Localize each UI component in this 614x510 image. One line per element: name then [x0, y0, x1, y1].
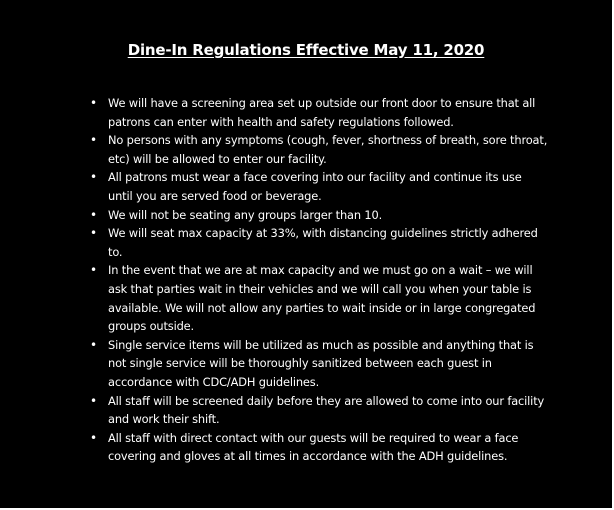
list-item: [90, 429, 548, 466]
list-item: [90, 336, 548, 392]
list-item: [90, 392, 548, 429]
rule-text: All staff will be screened daily before they are allowed to come into our facility and work their shift.: [108, 393, 545, 427]
rule-text: All staff with direct contact with our guests will be required to wear a face covering and gloves at all times in accordance with the ADH guidelines.: [108, 430, 519, 464]
rule-text: In the event that we are at max capacity and we must go on a wait – we will ask that parties wait in their vehicles and we will call you when your table is available. We will not allow any parties to wait inside or in large congregated groups outside.: [108, 263, 536, 334]
bullet-icon: •: [90, 226, 97, 241]
list-item: [90, 168, 548, 205]
bullet-icon: •: [90, 207, 97, 222]
rule-text: All patrons must wear a face covering into our facility and continue its use until you are served food or beverage.: [108, 170, 522, 203]
rule-text: We will not be seating any groups larger than 10.: [108, 207, 383, 222]
bullet-icon: •: [90, 170, 97, 185]
rule-text: We will have a screening area set up outside our front door to ensure that all patrons can enter with health and safety regulations followed.: [108, 96, 536, 129]
bullet-icon: •: [90, 337, 97, 352]
list-item: [90, 224, 548, 261]
bullet-icon: •: [90, 263, 97, 278]
page-title: Dine-In Regulations Effective May 11, 2020: [127, 41, 485, 59]
list-item: [90, 94, 548, 131]
rule-text: We will seat max capacity at 33%, with distancing guidelines strictly adhered to.: [108, 226, 538, 259]
bullet-icon: •: [90, 133, 97, 148]
rule-text: No persons with any symptoms (cough, fever, shortness of breath, sore throat, etc) will be allowed to enter our facility.: [108, 133, 548, 166]
bullet-icon: •: [90, 393, 97, 408]
list-item: [90, 131, 548, 168]
list-item: [90, 261, 548, 335]
bullet-icon: •: [90, 96, 97, 110]
bullet-icon: •: [90, 430, 97, 445]
regulations-list: [90, 94, 548, 466]
list-item: [90, 206, 548, 225]
rule-text: Single service items will be utilized as much as possible and anything that is not single service will be thoroughly sanitized between each guest in accordance with CDC/ADH guidelines.: [108, 337, 534, 389]
